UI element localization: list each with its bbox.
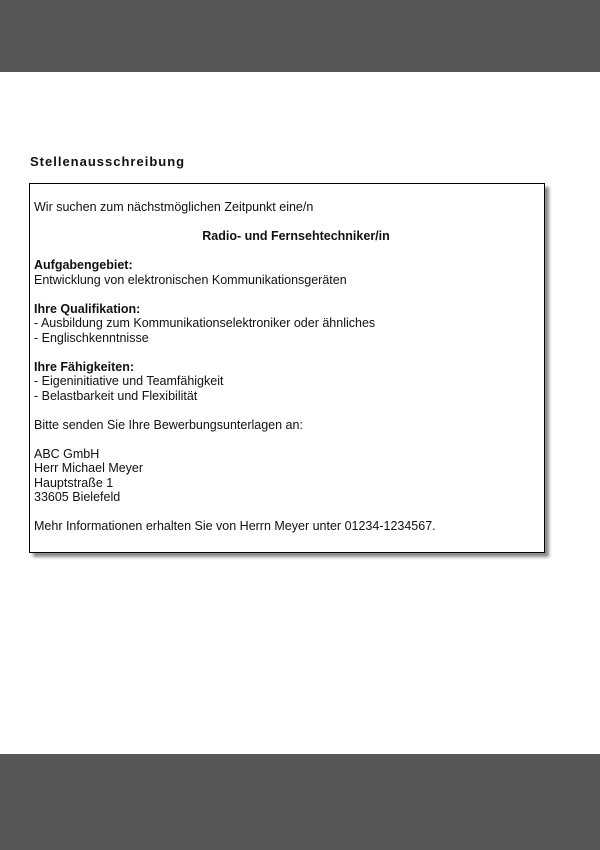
apply-text: Bitte senden Sie Ihre Bewerbungsunterlagen an: xyxy=(34,417,303,432)
address-street: Hauptstraße 1 xyxy=(34,475,114,490)
address-company: ABC GmbH xyxy=(34,446,100,461)
qualification-heading: Ihre Qualifikation: xyxy=(34,301,141,316)
document-page xyxy=(0,72,600,754)
address-city: 33605 Bielefeld xyxy=(34,490,121,504)
job-title: Radio- und Fernsehtechniker/in xyxy=(202,229,390,243)
contact-info: Mehr Informationen erhalten Sie von Herrn Meyer unter 01234-1234567. xyxy=(34,519,436,533)
address-contact-person: Herr Michael Meyer xyxy=(34,461,144,475)
qualification-line: - Englischkenntnisse xyxy=(34,330,149,345)
document-heading: Stellenausschreibung xyxy=(30,154,186,169)
qualification-line: - Ausbildung zum Kommunikationselektroniker oder ähnliches xyxy=(34,316,376,330)
skills-line: - Eigeninitiative und Teamfähigkeit xyxy=(34,374,224,388)
job-posting-box xyxy=(29,183,545,553)
task-area-line: Entwicklung von elektronischen Kommunikationsgeräten xyxy=(34,272,347,287)
skills-line: - Belastbarkeit und Flexibilität xyxy=(34,388,198,403)
skills-heading: Ihre Fähigkeiten: xyxy=(34,359,135,374)
intro-text: Wir suchen zum nächstmöglichen Zeitpunkt eine/n xyxy=(34,200,314,214)
task-area-heading: Aufgabengebiet: xyxy=(34,258,133,272)
